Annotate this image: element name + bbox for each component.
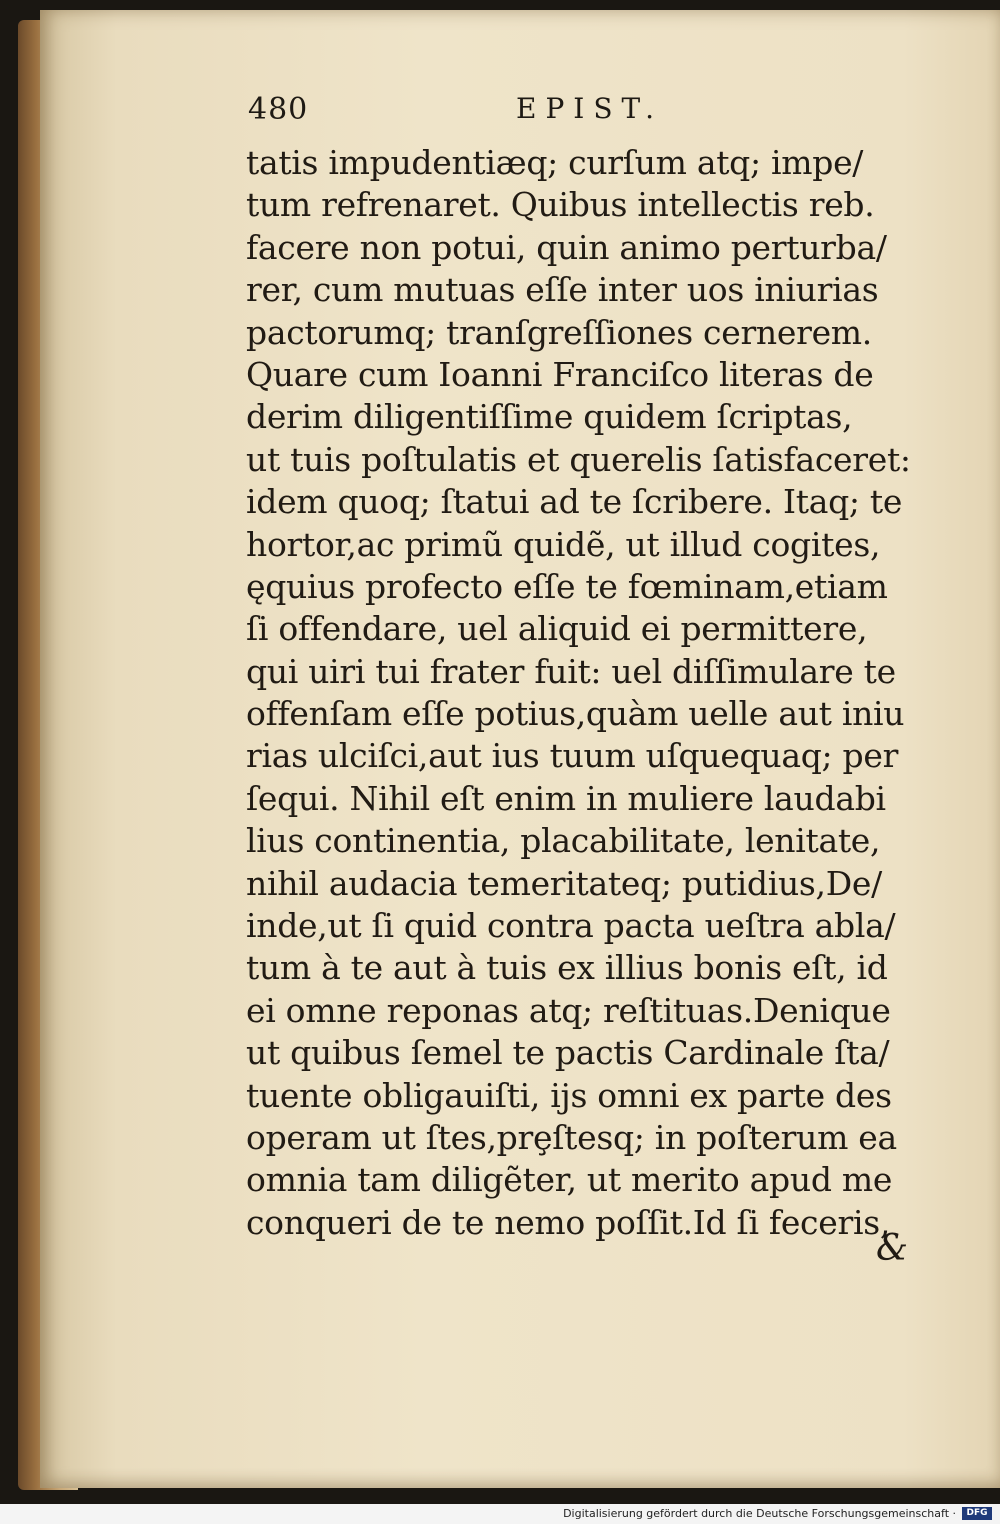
- text-block: [246, 142, 926, 1244]
- text-line: tatis impudentiæq; curſum atq; impe/: [246, 143, 864, 182]
- text-line: facere non potui, quin animo perturba/: [246, 227, 887, 267]
- text-line: ei omne reponas atq; reſtituas.Denique: [246, 990, 891, 1030]
- page-number: 480: [248, 92, 309, 127]
- text-line: Quare cum Ioanni Franciſco literas de: [246, 354, 874, 394]
- text-line: tum refrenaret. Quibus intellectis reb.: [246, 185, 875, 225]
- text-line: rias ulciſci,aut ius tuum uſquequaq; per: [246, 736, 899, 776]
- text-line: ut quibus ſemel te pactis Cardinale ſta/: [246, 1033, 890, 1073]
- text-line: lius continentia, placabilitate, lenitate,: [246, 821, 881, 861]
- text-line: tuente obligauiſti, ijs omni ex parte des: [246, 1075, 892, 1115]
- text-line: offenſam eſſe potius,quàm uelle aut iniu: [246, 694, 905, 734]
- dfg-logo: DFG: [962, 1507, 992, 1520]
- catchword: &: [876, 1228, 909, 1269]
- text-line: hortor,ac primũ quidẽ, ut illud cogites,: [246, 524, 881, 564]
- page-header: [248, 92, 668, 132]
- text-line: ſi offendare, uel aliquid ei permittere,: [246, 609, 868, 649]
- text-line: derim diligentiſſime quidem ſcriptas,: [246, 397, 853, 437]
- text-line: idem quoq; ſtatui ad te ſcribere. Itaq; te: [246, 482, 903, 522]
- text-line: qui uiri tui frater fuit: uel diſſimulare te: [246, 651, 896, 691]
- text-line: pactorumq; tranſgreſſiones cernerem.: [246, 312, 872, 352]
- text-line: nihil audacia temeritateq; putidius,De/: [246, 863, 882, 903]
- text-line: inde,ut ſi quid contra pacta ueſtra abla/: [246, 906, 896, 946]
- text-line: rer, cum mutuas eſſe inter uos iniurias: [246, 270, 879, 310]
- text-line: ſequi. Nihil eſt enim in muliere laudabi: [246, 778, 886, 818]
- text-line: conqueri de te nemo poſſit.Id ſi feceris,: [246, 1202, 891, 1242]
- funding-credit: Digitalisierung gefördert durch die Deutsche Forschungsgemeinschaft ·: [563, 1507, 956, 1520]
- running-head: EPIST.: [516, 92, 663, 125]
- text-line: operam ut ſtes,prȩſtesq; in poſterum ea: [246, 1117, 897, 1157]
- text-line: tum à te aut à tuis ex illius bonis eſt, id: [246, 948, 888, 988]
- text-line: ut tuis poſtulatis et querelis ſatisfaceret:: [246, 439, 911, 479]
- digitization-footer: [0, 1504, 1000, 1524]
- text-line: ęquius profecto eſſe te fœminam,etiam: [246, 566, 888, 606]
- text-line: omnia tam diligẽter, ut merito apud me: [246, 1160, 893, 1200]
